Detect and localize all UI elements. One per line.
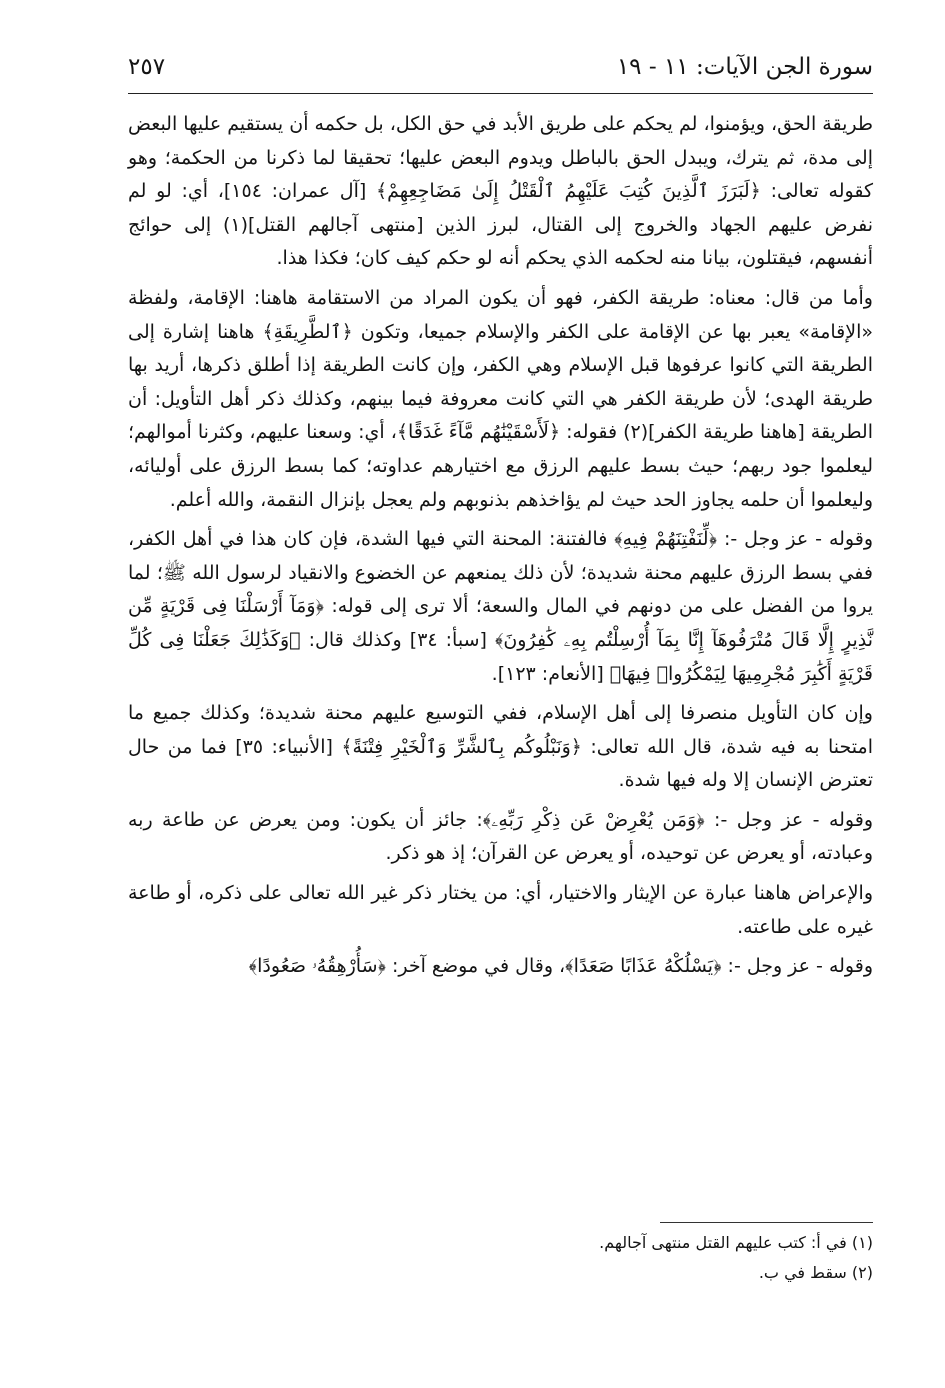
paragraph: وقوله - عز وجل -: ﴿يَسْلُكْهُ عَذَابًا صَعَدًا﴾، وقال في موضع آخر: ﴿سَأُرْهِقُهُۥ صَعُودًا﴾ [248,955,873,978]
paragraph: وإن كان التأويل منصرفا إلى أهل الإسلام، ففي التوسيع عليهم محنة شديدة؛ وكذلك جميع ما امتحنا به فيه شدة، قال الله تعالى: ﴿وَنَبْلُوكُم بِٱلشَّرِّ وَٱلْخَيْرِ فِتْنَةً﴾ [الأنبياء: ٣٥] فما من حال تعترض الإنسان إلا وله فيها شدة. [128,702,873,792]
paragraph: والإعراض هاهنا عبارة عن الإيثار والاختيار، أي: من يختار ذكر غير الله تعالى على ذكره، أو طاعة غيره على طاعته. [128,882,873,938]
footnote: (٢) سقط في ب. [758,1263,873,1282]
paragraph: طريقة الحق، ويؤمنوا، لم يحكم على طريق الأبد في حق الكل، بل حكمه أن يستقيم عليها البعض إلى مدة، ثم يترك، ويبدل الحق بالباطل ويدوم البعض عليها؛ تحقيقا لما ذكرنا من الحكمة؛ وهو كقوله تعالى: ﴿لَبَرَزَ ٱلَّذِينَ كُتِبَ عَلَيْهِمُ ٱلْقَتْلُ إِلَىٰ مَضَاجِعِهِمْ﴾ [آل عمران: ١٥٤]، أي: لو لم نفرض عليهم الجهاد والخروج إلى القتال، لبرز الذين [منتهى آجالهم القتل](١) إلى حوائج أنفسهم، فيقتلون، بيانا منه لحكمه الذي يحكم أنه لو حكم كيف كان؛ فكذا هذا. [128,113,873,270]
paragraph: وأما من قال: معناه: طريقة الكفر، فهو أن يكون المراد من الاستقامة هاهنا: الإقامة، ولفظة «الإقامة» يعبر بها عن الإقامة على الكفر والإسلام جميعا، وتكون ﴿ٱلطَّرِيقَةِ﴾ هاهنا إشارة إلى الطريقة التي كانوا عرفوها قبل الإسلام وهي الكفر، وإن كانت الطريقة إذا أطلق ذكرها، أريد بها طريقة الهدى؛ لأن طريقة الكفر هي التي كانت معروفة فيما بينهم، وكذلك ذكر أهل التأويل: أن الطريقة [هاهنا طريقة الكفر](٢) فقوله: ﴿لَأَسْقَيْنَٰهُم مَّآءً غَدَقًا﴾، أي: وسعنا عليهم، وكثرنا أموالهم؛ ليعلموا جود ربهم؛ حيث بسط عليهم الرزق مع اختيارهم عداوته؛ كما بسط الرزق على أوليائه، وليعلموا أن حلمه يجاوز الحد حيث لم يؤاخذهم بذنوبهم ولم يعجل بإنزال النقمة، والله أعلم. [128,286,873,511]
page-number: ٢٥٧ [128,54,166,80]
header-rule [128,93,873,94]
main-text [128,108,873,984]
footnotes [128,1228,873,1288]
page-header [128,50,873,90]
footnote-rule [660,1222,873,1223]
running-title: سورة الجن الآيات: ١١ - ١٩ [616,54,873,80]
footnote: (١) في أ: كتب عليهم القتل منتهى آجالهم. [599,1233,873,1252]
paragraph: وقوله - عز وجل -: ﴿وَمَن يُعْرِضْ عَن ذِكْرِ رَبِّهِۦ﴾: جائز أن يكون: ومن يعرض عن طاعة ربه وعبادته، أو يعرض عن توحيده، أو يعرض عن القرآن؛ إذ هو ذكر. [128,808,873,865]
paragraph: وقوله - عز وجل -: ﴿لِّنَفْتِنَهُمْ فِيهِ﴾ فالفتنة: المحنة التي فيها الشدة، فإن كان هذا في أهل الكفر، ففي بسط الرزق عليهم محنة شديدة؛ لأن ذلك يمنعهم عن الخضوع والانقياد لرسول الله ﷺ؛ لما يروا من الفضل على من دونهم في المال والسعة؛ ألا ترى إلى قوله: ﴿وَمَآ أَرْسَلْنَا فِى قَرْيَةٍ مِّن نَّذِيرٍ إِلَّا قَالَ مُتْرَفُوهَآ إِنَّا بِمَآ أُرْسِلْتُم بِهِۦ كَٰفِرُونَ﴾ [سبأ: ٣٤] وكذلك قال: ﴿وَكَذَٰلِكَ جَعَلْنَا فِى كُلِّ قَرْيَةٍ أَكَٰبِرَ مُجْرِمِيهَا لِيَمْكُرُوا۟ فِيهَا﴾ [الأنعام: ١٢٣]. [128,528,873,685]
